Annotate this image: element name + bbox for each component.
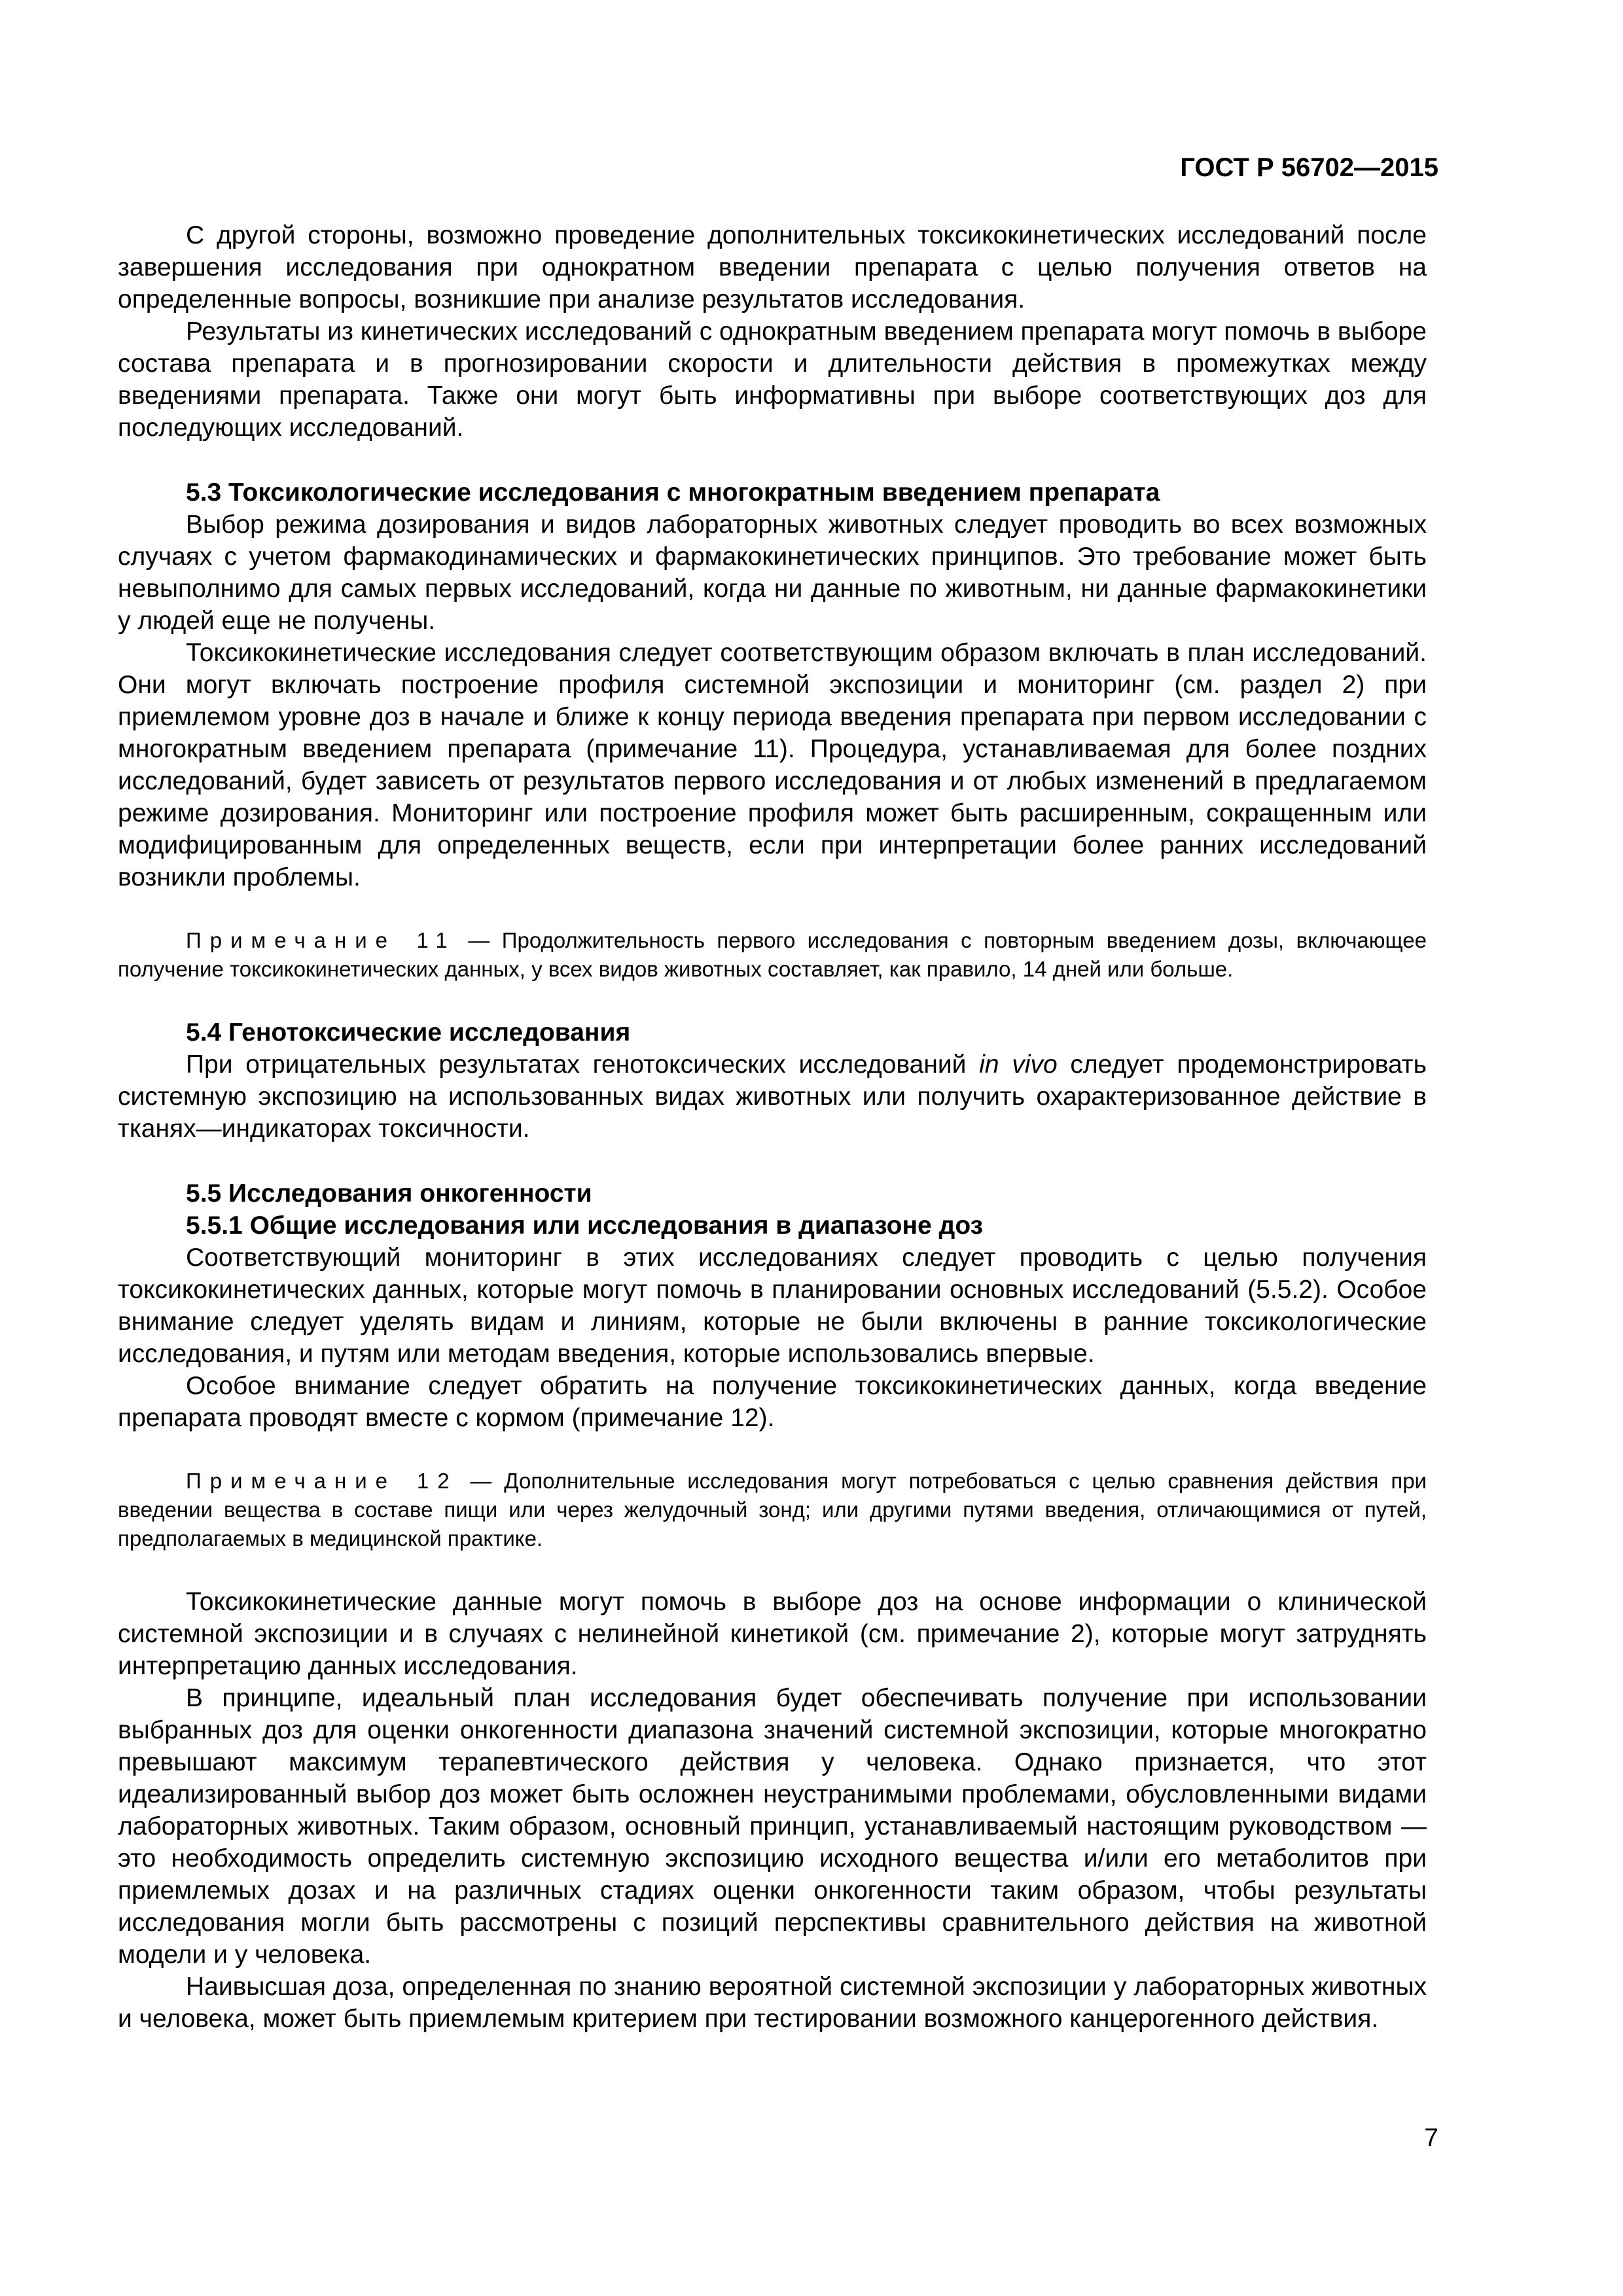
section-heading-5-5-1: 5.5.1 Общие исследования или исследования в диапазоне доз <box>186 1211 984 1240</box>
paragraph: В принципе, идеальный план исследования будет обеспечивать получение при использовании выбранных доз для оценки онкогенности диапазона значений системной экспозиции, которые многократно превышают максимум терапевтического действия у человека. Однако признается, что этот идеализированный выбор доз может быть осложнен неустранимыми проблемами, обусловленными видами лабораторных животных. Таким образом, основный принцип, устанавливаемый настоящим руководством — это необходимость определить системную экспозицию исходного вещества и/или его метаболитов при приемлемых дозах и на различных стадиях оценки онкогенности таким образом, чтобы результаты исследования могли быть рассмотрены с позиций перспективы сравнительного действия на животной модели и у человека. <box>118 1684 1427 1969</box>
standard-designation: ГОСТ Р 56702—2015 <box>1180 153 1438 182</box>
paragraph: Наивысшая доза, определенная по знанию вероятной системной экспозиции у лабораторных животных и человека, может быть приемлемым критерием при тестировании возможного канцерогенного действия. <box>118 1973 1427 2033</box>
note-text: — Дополнительные исследования могут потребоваться с целью сравнения действия при введении вещества в составе пищи или через желудочный зонд; или другими путями введения, отличающимися от путей, предполагаемых в медицинской практике. <box>118 1469 1427 1551</box>
paragraph: Особое внимание следует обратить на получение токсикокинетических данных, когда введение препарата проводят вместе с кормом (примечание 12). <box>118 1372 1427 1432</box>
paragraph: Соответствующий мониторинг в этих исследованиях следует проводить с целью получения токсикокинетических данных, которые могут помочь в планировании основных исследований (5.5.2). Особое внимание следует уделять видам и линиям, которые не были включены в ранние токсикологические исследования, и путям или методам введения, которые использовались впервые. <box>118 1244 1427 1368</box>
section-heading-5-5: 5.5 Исследования онкогенности <box>186 1179 592 1208</box>
note-label: Примечание 12 <box>186 1469 458 1493</box>
paragraph: При отрицательных результатах генотоксических исследований in vivo следует продемонстрировать системную экспозицию на использованных видах животных или получить охарактеризованное действие в тканях—индикаторах токсичности. <box>118 1050 1427 1143</box>
note-11 <box>118 926 1427 984</box>
note-12 <box>118 1467 1427 1553</box>
note-text: — Продолжительность первого исследования с повторным введением дозы, включающее получение токсикокинетических данных, у всех видов животных составляет, как правило, 14 дней или больше. <box>118 928 1427 981</box>
paragraph: Выбор режима дозирования и видов лабораторных животных следует проводить во всех возможных случаях с учетом фармакодинамических и фармакокинетических принципов. Это требование может быть невыполнимо для самых первых исследований, когда ни данные по животным, ни данные фармакокинетики у людей еще не получены. <box>118 511 1427 635</box>
paragraph: Результаты из кинетических исследований с однократным введением препарата могут помочь в выборе состава препарата и в прогнозировании скорости и длительности действия в промежутках между введениями препарата. Также они могут быть информативны при выборе соответствующих доз для последующих исследований. <box>118 317 1427 442</box>
paragraph: С другой стороны, возможно проведение дополнительных токсикокинетических исследований после завершения исследования при однократном введении препарата с целью получения ответов на определенные вопросы, возникшие при анализе результатов исследования. <box>118 221 1427 314</box>
in-vivo-term: in vivo <box>979 1050 1058 1079</box>
section-heading-5-3: 5.3 Токсикологические исследования с многократным введением препарата <box>186 478 1160 507</box>
paragraph: Токсикокинетические исследования следует соответствующим образом включать в план исследований. Они могут включать построение профиля системной экспозиции и мониторинг (см. раздел 2) при приемлемом уровне доз в начале и ближе к концу периода введения препарата при первом исследовании с многократным введением препарата (примечание 11). Процедура, устанавливаемая для более поздних исследований, будет зависеть от результатов первого исследования и от любых изменений в предлагаемом режиме дозирования. Мониторинг или построение профиля может быть расширенным, сокращенным или модифицированным для определенных веществ, если при интерпретации более ранних исследований возникли проблемы. <box>118 639 1427 891</box>
section-heading-5-4: 5.4 Генотоксические исследования <box>186 1018 631 1047</box>
document-body <box>118 219 1427 2035</box>
note-label: Примечание 11 <box>186 928 456 952</box>
page-number: 7 <box>1424 2124 1438 2152</box>
paragraph: Токсикокинетические данные могут помочь в выборе доз на основе информации о клинической системной экспозиции и в случаях с нелинейной кинетикой (см. примечание 2), которые могут затруднять интерпретацию данных исследования. <box>118 1588 1427 1680</box>
document-page <box>118 131 1438 2225</box>
